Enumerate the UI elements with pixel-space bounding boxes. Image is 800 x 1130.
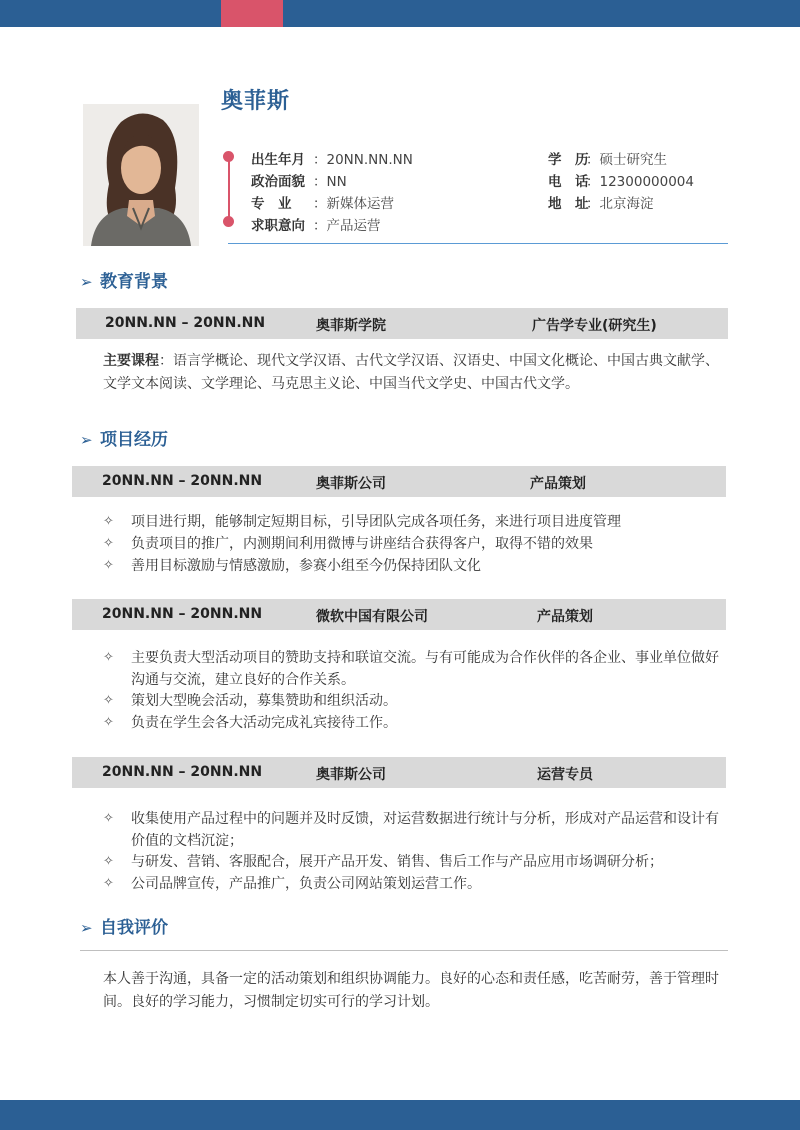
bottom-banner <box>0 1100 800 1130</box>
courses-text: 语言学概论、现代文学汉语、古代文学汉语、汉语史、中国文化概论、中国古典文献学、文学文本阅读、文学理论、马克思主义论、中国当代文学史、中国古代文学。 <box>103 353 719 392</box>
diamond-icon: ✧ <box>103 650 114 665</box>
bullet-text: 策划大型晚会活动，募集赞助和组织活动。 <box>131 693 397 709</box>
info-value: 12300000004 <box>599 174 694 190</box>
info-colon: ： <box>313 174 327 190</box>
info-label: 学 历 <box>548 152 589 168</box>
info-phone <box>548 170 694 190</box>
info-label: 政治面貌 <box>251 174 305 190</box>
bullet-text: 公司品牌宣传，产品推广，负责公司网站策划运营工作。 <box>131 876 481 892</box>
info-value: 20NN.NN.NN <box>326 152 413 168</box>
diamond-icon: ✧ <box>103 854 114 869</box>
info-label: 求职意向 <box>251 218 305 234</box>
courses-colon: ： <box>159 353 173 369</box>
project-org: 微软中国有限公司 <box>316 609 428 625</box>
info-label: 电 话 <box>548 174 589 190</box>
section-title-education <box>80 267 168 292</box>
project-org: 奥菲斯公司 <box>316 476 386 492</box>
arrow-icon: ➢ <box>80 273 93 291</box>
info-colon: ： <box>586 196 600 212</box>
info-intent <box>251 214 381 234</box>
header-divider <box>228 243 728 244</box>
info-value: 北京海淀 <box>599 196 654 212</box>
info-value: 硕士研究生 <box>599 152 667 168</box>
education-school: 奥菲斯学院 <box>316 318 386 334</box>
info-label: 专 业 <box>251 196 292 212</box>
info-colon: ： <box>313 218 327 234</box>
bullet-text: 善用目标激励与情感激励，参赛小组至今仍保持团队文化 <box>131 558 481 574</box>
info-colon: ： <box>313 196 327 212</box>
project-org: 奥菲斯公司 <box>316 767 386 783</box>
education-period: 20NN.NN – 20NN.NN <box>105 315 266 331</box>
portrait-avatar <box>83 104 199 246</box>
top-banner <box>0 0 800 27</box>
info-value: 产品运营 <box>326 218 381 234</box>
info-value: NN <box>326 174 347 190</box>
project-bar <box>72 757 726 788</box>
diamond-icon: ✧ <box>103 693 114 708</box>
diamond-icon: ✧ <box>103 811 114 826</box>
project-bullet <box>103 808 728 852</box>
project-role: 产品策划 <box>537 609 593 625</box>
project-role: 产品策划 <box>530 476 586 492</box>
info-colon: ： <box>586 152 600 168</box>
bullet-text: 项目进行期，能够制定短期目标，引导团队完成各项任务，来进行项目进度管理 <box>131 514 621 530</box>
info-colon: ： <box>313 152 327 168</box>
diamond-icon: ✧ <box>103 514 114 529</box>
bullet-text: 与研发、营销、客服配合，展开产品开发、销售、售后工作与产品应用市场调研分析； <box>131 854 663 870</box>
self-evaluation-text: 本人善于沟通，具备一定的活动策划和组织协调能力。良好的心态和责任感，吃苦耐劳，善于管理时间。良好的学习能力，习惯制定切实可行的学习计划。 <box>103 971 719 1010</box>
info-label: 出生年月 <box>251 152 305 168</box>
arrow-icon: ➢ <box>80 431 93 449</box>
profile-photo <box>83 104 199 246</box>
info-value: 新媒体运营 <box>326 196 394 212</box>
bullet-text: 负责在学生会各大活动完成礼宾接待工作。 <box>131 715 397 731</box>
info-colon: ： <box>586 174 600 190</box>
arrow-icon: ➢ <box>80 919 93 937</box>
bullet-text: 收集使用产品过程中的问题并及时反馈，对运营数据进行统计与分析，形成对产品运营和设计有价值的文档沉淀； <box>131 811 719 849</box>
info-education <box>548 148 667 168</box>
project-bar <box>72 599 726 630</box>
info-address <box>548 192 654 212</box>
bullet-text: 负责项目的推广，内测期间利用微博与讲座结合获得客户，取得不错的效果 <box>131 536 593 552</box>
candidate-name: 奥菲斯 <box>221 89 291 114</box>
project-role: 运营专员 <box>537 767 593 783</box>
courses-label: 主要课程 <box>103 353 159 369</box>
project-period: 20NN.NN – 20NN.NN <box>102 606 263 622</box>
section-title-projects <box>80 425 168 450</box>
info-major <box>251 192 394 212</box>
diamond-icon: ✧ <box>103 536 114 551</box>
self-divider <box>80 950 728 951</box>
info-timeline <box>228 156 230 224</box>
diamond-icon: ✧ <box>103 558 114 573</box>
info-birth <box>251 148 413 168</box>
timeline-dot-bottom <box>223 216 234 227</box>
project-period: 20NN.NN – 20NN.NN <box>102 473 263 489</box>
info-label: 地 址 <box>548 196 589 212</box>
section-title-text: 教育背景 <box>100 272 168 292</box>
timeline-dot-top <box>223 151 234 162</box>
education-degree: 广告学专业(研究生) <box>532 318 657 334</box>
education-bar <box>76 308 728 339</box>
education-courses <box>103 350 728 396</box>
project-bullet <box>103 647 728 691</box>
bullet-text: 主要负责大型活动项目的赞助支持和联谊交流。与有可能成为合作伙伴的各企业、事业单位做好沟通与交流，建立良好的合作关系。 <box>131 650 719 688</box>
info-politics <box>251 170 347 190</box>
section-title-text: 项目经历 <box>100 430 168 450</box>
section-title-text: 自我评价 <box>100 918 168 938</box>
diamond-icon: ✧ <box>103 715 114 730</box>
project-bar <box>72 466 726 497</box>
project-period: 20NN.NN – 20NN.NN <box>102 764 263 780</box>
top-banner-accent <box>221 0 283 27</box>
diamond-icon: ✧ <box>103 876 114 891</box>
section-title-self <box>80 913 168 938</box>
